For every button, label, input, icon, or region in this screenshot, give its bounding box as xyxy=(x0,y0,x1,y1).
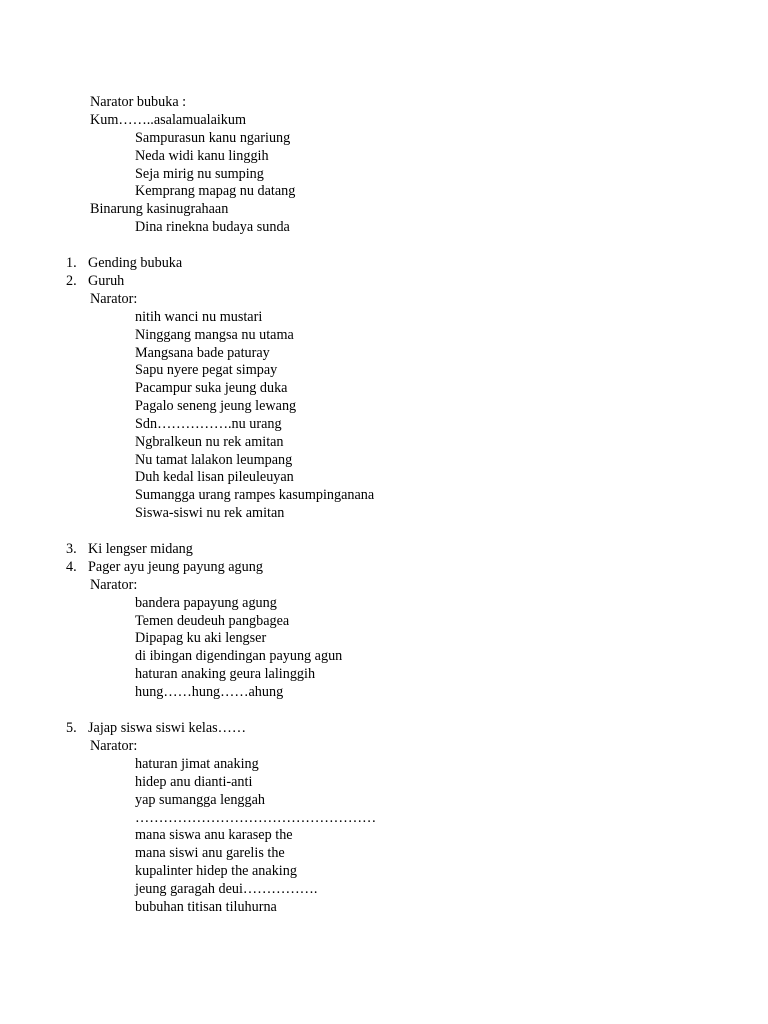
verse-line: hung……hung……ahung xyxy=(135,684,284,700)
verse-line: Ninggang mangsa nu utama xyxy=(135,327,294,343)
list-item-title: Ki lengser midang xyxy=(88,541,193,557)
verse-line: Pacampur suka jeung duka xyxy=(135,380,288,396)
list-number: 2. xyxy=(66,273,77,289)
verse-line: hidep anu dianti-anti xyxy=(135,774,253,790)
opening-line: Kemprang mapag nu datang xyxy=(135,183,296,199)
verse-line: bubuhan titisan tiluhurna xyxy=(135,899,277,915)
verse-line: jeung garagah deui……………. xyxy=(135,881,318,897)
list-item-title: Jajap siswa siswi kelas…… xyxy=(88,720,247,736)
verse-line: Sdn…………….nu urang xyxy=(135,416,282,432)
narrator-label: Narator: xyxy=(90,738,138,754)
list-item-title: Guruh xyxy=(88,273,125,289)
list-number: 3. xyxy=(66,541,77,557)
opening-line: Kum……..asalamualaikum xyxy=(90,112,247,128)
list-number: 4. xyxy=(66,559,77,575)
verse-line: haturan jimat anaking xyxy=(135,756,259,772)
verse-line: di ibingan digendingan payung agun xyxy=(135,648,343,664)
list-number: 1. xyxy=(66,255,77,271)
verse-line: Nu tamat lalakon leumpang xyxy=(135,452,293,468)
verse-line: yap sumangga lenggah xyxy=(135,792,266,808)
list-item-title: Gending bubuka xyxy=(88,255,183,271)
opening-line: Seja mirig nu sumping xyxy=(135,166,264,182)
opening-narrator-label: Narator bubuka : xyxy=(90,94,187,110)
verse-line: nitih wanci nu mustari xyxy=(135,309,263,325)
opening-line: Binarung kasinugrahaan xyxy=(90,201,229,217)
list-number: 5. xyxy=(66,720,77,736)
verse-line: Ngbralkeun nu rek amitan xyxy=(135,434,284,450)
verse-line: Dipapag ku aki lengser xyxy=(135,630,267,646)
list-item-title: Pager ayu jeung payung agung xyxy=(88,559,263,575)
narrator-label: Narator: xyxy=(90,291,138,307)
verse-line: Sumangga urang rampes kasumpinganana xyxy=(135,487,375,503)
verse-line: Sapu nyere pegat simpay xyxy=(135,362,278,378)
verse-line: Temen deudeuh pangbagea xyxy=(135,613,290,629)
verse-line: Mangsana bade paturay xyxy=(135,345,270,361)
verse-line: Duh kedal lisan pileuleuyan xyxy=(135,469,294,485)
opening-line: Dina rinekna budaya sunda xyxy=(135,219,290,235)
verse-line: mana siswa anu karasep the xyxy=(135,827,293,843)
verse-line: haturan anaking geura lalinggih xyxy=(135,666,316,682)
verse-line: mana siswi anu garelis the xyxy=(135,845,285,861)
narrator-label: Narator: xyxy=(90,577,138,593)
opening-line: Neda widi kanu linggih xyxy=(135,148,269,164)
verse-line: bandera papayung agung xyxy=(135,595,277,611)
verse-line: kupalinter hidep the anaking xyxy=(135,863,297,879)
verse-line: Siswa-siswi nu rek amitan xyxy=(135,505,285,521)
opening-line: Sampurasun kanu ngariung xyxy=(135,130,291,146)
verse-line: Pagalo seneng jeung lewang xyxy=(135,398,297,414)
verse-line: …………………………………………… xyxy=(135,810,377,826)
